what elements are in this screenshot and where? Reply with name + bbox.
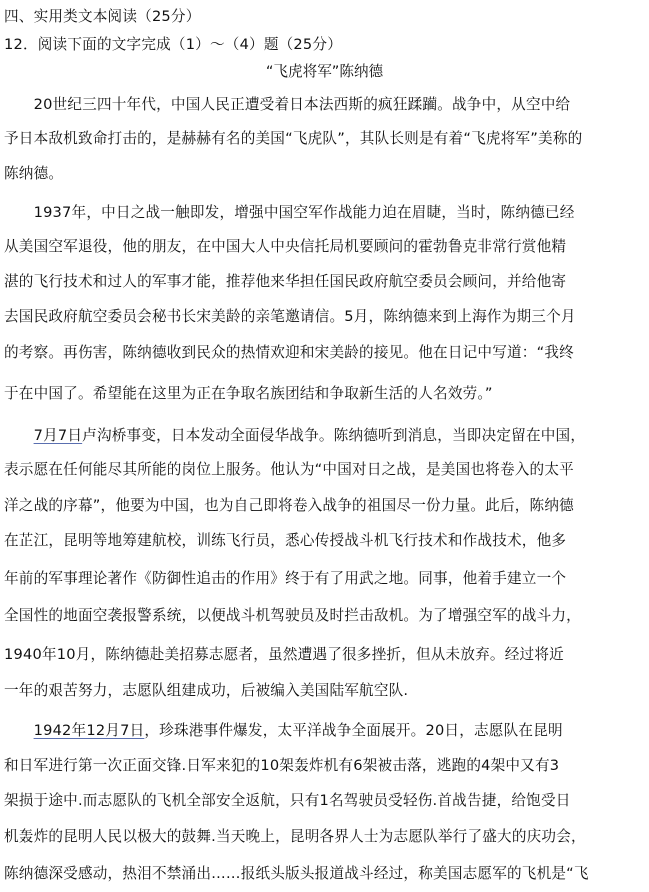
paragraph-line: 的考察。再伤害，陈纳德收到民众的热情欢迎和宋美龄的接见。他在日记中写道：“我终 [4, 344, 574, 361]
paragraph-line: 从美国空军退役，他的朋友，在中国大人中央信托局机要顾问的霍勃鲁克非常行赏他精 [4, 238, 567, 255]
paragraph-line [4, 721, 563, 741]
paragraph-line: 表示愿在任何能尽其所能的岗位上服务。他认为“中国对日之战，是美国也将卷入的太平 [4, 461, 574, 478]
paragraph-line: 20世纪三四十年代，中国人民正遭受着日本法西斯的疯狂蹂躏。战争中，从空中给 [4, 96, 571, 113]
question-line: 12．阅读下面的文字完成（1）～（4）题（25分） [4, 36, 342, 53]
paragraph-line [4, 426, 585, 446]
paragraph-line: 和日军进行第一次正面交锋.日军来犯的10架轰炸机有6架被击落，逃跑的4架中又有3 [4, 757, 560, 774]
paragraph-line: 1937年，中日之战一触即发，增强中国空军作战能力迫在眉睫，当时，陈纳德已经 [4, 204, 575, 221]
paragraph-line: 全国性的地面空袭报警系统，以便战斗机驾驶员及时拦击敌机。为了增强空军的战斗力， [4, 607, 581, 624]
paragraph-line: 机轰炸的昆明人民以极大的鼓舞.当天晚上，昆明各界人士为志愿队举行了盛大的庆功会， [4, 828, 586, 845]
paragraph-line: 陈纳德深受感动，热泪不禁涌出……报纸头版头报道战斗经过，称美国志愿军的飞机是“飞 [4, 865, 589, 882]
paragraph-line: 年前的军事理论著作《防御性追击的作用》终于有了用武之地。同事，他着手建立一个 [4, 570, 567, 587]
paragraph-line: 在芷江，昆明等地筹建航校，训练飞行员，悉心传授战斗机飞行技术和作战技术，他多 [4, 532, 567, 549]
underlined-date: 1942年12月7日 [33, 722, 145, 739]
paragraph-line: 1940年10月，陈纳德赴美招募志愿者，虽然遭遇了很多挫折，但从未放弃。经过将近 [4, 646, 564, 663]
paragraph-line: 去国民政府航空委员会秘书长宋美龄的亲笔邀请信。5月，陈纳德来到上海作为期三个月 [4, 308, 576, 325]
paragraph-line: 洋之战的序幕”，他要为中国，也为自己即将卷入战争的祖国尽一份力量。此后，陈纳德 [4, 497, 574, 514]
paragraph-line: 架损于途中.而志愿队的飞机全部安全返航，只有1名驾驶员受轻伤.首战告捷，给饱受日 [4, 792, 571, 809]
underlined-date: 7月7日 [33, 427, 83, 444]
paragraph-line: 湛的飞行技术和过人的军事才能，推荐他来华担任国民政府航空委员会顾问，并给他寄 [4, 273, 567, 290]
paragraph-line: 予日本敌机致命打击的，是赫赫有名的美国“飞虎队”，其队长则是有着“飞虎将军”美称的 [4, 130, 583, 147]
article-title: “飞虎将军”陈纳德 [265, 63, 384, 80]
paragraph-line: 于在中国了。希望能在这里为正在争取名族团结和争取新生活的人名效劳。” [4, 385, 493, 402]
section-heading: 四、实用类文本阅读（25分） [4, 8, 201, 25]
paragraph-text: 卢沟桥事变，日本发动全面侵华战争。陈纳德听到消息，当即决定留在中国， [82, 427, 586, 444]
paragraph-text: ，珍珠港事件爆发，太平洋战争全面展开。20日，志愿队在昆明 [144, 722, 563, 739]
paragraph-line: 一年的艰苦努力，志愿队组建成功，后被编入美国陆军航空队. [4, 682, 409, 699]
paragraph-line: 陈纳德。 [4, 165, 64, 182]
